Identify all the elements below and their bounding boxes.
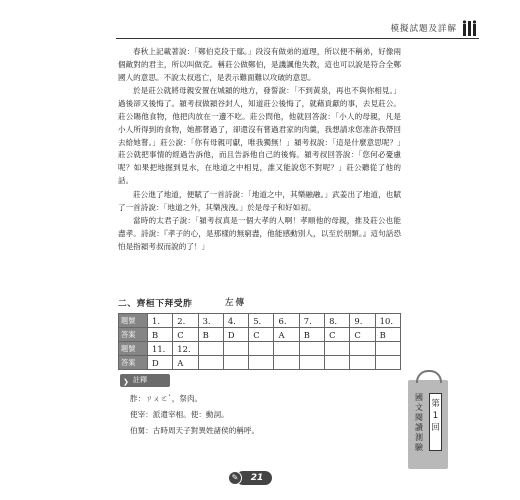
empty-cell [249,342,274,356]
empty-cell [375,342,400,356]
question-number: 8. [325,314,350,328]
header-title: 模擬試題及詳解 [390,24,457,34]
question-number-row [119,342,401,356]
page-number-badge [228,471,274,485]
empty-cell [198,356,223,370]
answer-cell: A [173,356,198,370]
tab-ring-icon [416,370,442,383]
question-number: 12. [173,342,198,356]
empty-cell [274,356,299,370]
page-icon: ✎ [228,471,242,485]
answer-cell: C [325,328,350,342]
answer-label: 答案 [119,328,148,342]
answer-cell: D [223,328,248,342]
passage-paragraph: 於是莊公就將母親安置在城潁的地方，發誓說：「不到黃泉，再也不與你相見。」過後卻又後悔了。潁考叔做潁谷封人，知道莊公後悔了，就藉貢獻的事，去見莊公。莊公賜他食物，他把肉放在一邊不吃。莊公問他，他就回答說：「小人的母親，凡是小人所得到的食物，她都嘗過了，卻還沒有嘗過君家的肉羹，我想請求您准許我帶回去給她嘗。」莊公說：「你有母親可獻，唯我獨無！」潁考叔說：「這是什麼意思呢？」莊公就把事情的經過告訴他，而且告訴他自己的後悔。潁考叔回答說：「您何必憂慮呢？如果把地掘到見水，在地道之中相見，誰又能說您不對呢？」莊公聽從了他的話。 [118,86,401,185]
question-number: 10. [375,314,400,328]
question-number-label: 題號 [119,342,148,356]
passage-paragraph: 當時的太君子說：「潁考叔真是一個大孝的人啊！孝順他的母親，推及莊公也能盡孝。詩說：『孝子的心，是那樣的無窮盡，他能感動別人，以至於朋類。』這句話恐怕是指潁考叔而說的了！」 [118,216,401,251]
empty-cell [299,342,324,356]
answer-cell: C [173,328,198,342]
passage-paragraph: 莊公進了地道，便賦了一首詩說：「地道之中，其樂融融。」武姜出了地道，也賦了一首詩說：「地道之外，其樂洩洩。」於是母子和好如初。 [118,189,401,212]
answer-cell: B [148,328,173,342]
note-line: 使宰：派遣宰相。使：動詞。 [130,410,229,419]
empty-cell [375,356,400,370]
section-title: 二、齊桓下拜受胙 [118,299,193,309]
passage-paragraph: 春秋上記載著說：「鄭伯克段于鄢。」段沒有做弟的道理，所以便不稱弟，好像兩個敵對的君主，所以叫做克。稱莊公做鄭伯，是譏諷他失教，這也可以說是符合全鄭國人的意思。不說太叔逃亡，是表示難面難以攻破的意思。 [118,47,401,82]
question-number: 2. [173,314,198,328]
empty-cell [350,342,375,356]
answer-cell: B [198,328,223,342]
question-number: 1. [148,314,173,328]
empty-cell [198,342,223,356]
question-number: 4. [223,314,248,328]
side-tab-chapter: 第1回 [429,393,442,451]
question-number: 7. [299,314,324,328]
note-line: 伯舅：古時周天子對異姓諸侯的稱呼。 [130,426,260,435]
question-number: 9. [350,314,375,328]
question-number-label: 題號 [119,314,148,328]
empty-cell [223,356,248,370]
answer-cell: B [375,328,400,342]
answer-table [118,313,401,370]
empty-cell [249,356,274,370]
note-line: 胙：ㄗㄨㄛˋ，祭肉。 [130,394,203,403]
empty-cell [274,342,299,356]
translation-passage [118,46,401,255]
empty-cell [350,356,375,370]
page-header [0,22,520,42]
notes-tag [120,374,170,387]
page-number: 21 [250,473,264,483]
empty-cell [325,342,350,356]
question-number: 6. [274,314,299,328]
notes-tag-label: 註釋 [133,376,147,384]
side-tab-book-title: 國文閱讀測驗 [415,393,423,452]
double-chevron-right-icon: ❯ [123,378,129,386]
answer-cell: D [148,356,173,370]
answer-cell: C [350,328,375,342]
question-number: 5. [249,314,274,328]
chapter-side-tab [408,380,448,469]
empty-cell [325,356,350,370]
question-number: 3. [198,314,223,328]
answer-cell: A [274,328,299,342]
section-author: 左傳 [225,298,247,308]
publisher-logo-icon [461,19,479,37]
answer-row [119,328,401,342]
empty-cell [223,342,248,356]
answer-cell: C [249,328,274,342]
empty-cell [299,356,324,370]
question-number: 11. [148,342,173,356]
question-number-row [119,314,401,328]
answer-row [119,356,401,370]
answer-cell: B [299,328,324,342]
header-rule [116,38,479,39]
answer-label: 答案 [119,356,148,370]
